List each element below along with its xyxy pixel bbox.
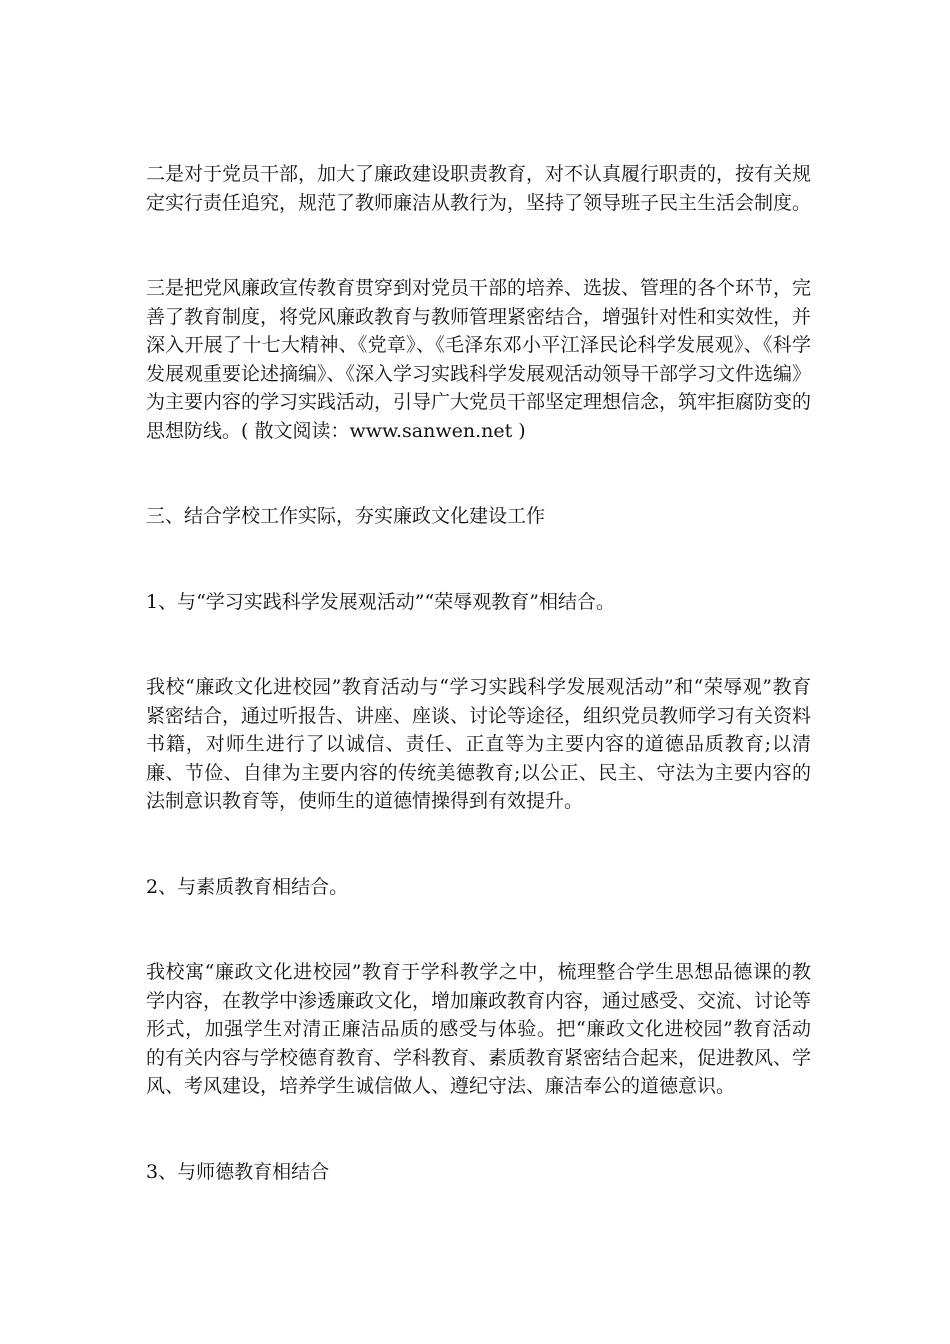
subsection-heading-1: 1、与“学习实践科学发展观活动”“荣辱观教育”相结合。 <box>146 590 615 613</box>
subsection-heading-3: 3、与师德教育相结合 <box>146 1160 330 1183</box>
section-heading-3: 三、结合学校工作实际，夯实廉政文化建设工作 <box>146 505 546 527</box>
document-body <box>146 160 811 1186</box>
paragraph-party-education: 三是把党风廉政宣传教育贯穿到对党员干部的培养、选拔、管理的各个环节，完善了教育制度，将党风廉政教育与教师管理紧密结合，增强针对性和实效性，并深入开展了十七大精神、《党章》、《毛泽东邓小平江泽民论科学发展观》、《科学发展观重要论述摘编》、《深入学习实践科学发展观活动领导干部学习文件选编》为主要内容的学习实践活动，引导广大党员干部坚定理想信念，筑牢拒腐防变的思想防线。( 散文阅读：www.sanwen.net ) <box>146 277 812 442</box>
paragraph-integrity-culture-campus: 我校“廉政文化进校园”教育活动与“学习实践科学发展观活动”和“荣辱观”教育紧密结合，通过听报告、讲座、座谈、讨论等途径，组织党员教师学习有关资料书籍，对师生进行了以诚信、责任、正直等为主要内容的道德品质教育;以清廉、节俭、自律为主要内容的传统美德教育;以公正、民主、守法为主要内容的法制意识教育等，使师生的道德情操得到有效提升。 <box>146 676 812 812</box>
paragraph-quality-education: 我校寓“廉政文化进校园”教育于学科教学之中，梳理整合学生思想品德课的教学内容，在教学中渗透廉政文化，增加廉政教育内容，通过感受、交流、讨论等形式，加强学生对清正廉洁品质的感受与体验。把“廉政文化进校园”教育活动的有关内容与学校德育教育、学科教育、素质教育紧密结合起来，促进教风、学风、考风建设，培养学生诚信做人、遵纪守法、廉洁奉公的道德意识。 <box>146 961 812 1097</box>
subsection-heading-2: 2、与素质教育相结合。 <box>146 875 349 898</box>
paragraph-party-cadre-duty: 二是对于党员干部，加大了廉政建设职责教育，对不认真履行职责的，按有关规定实行责任追究，规范了教师廉洁从教行为，坚持了领导班子民主生活会制度。 <box>146 163 812 214</box>
